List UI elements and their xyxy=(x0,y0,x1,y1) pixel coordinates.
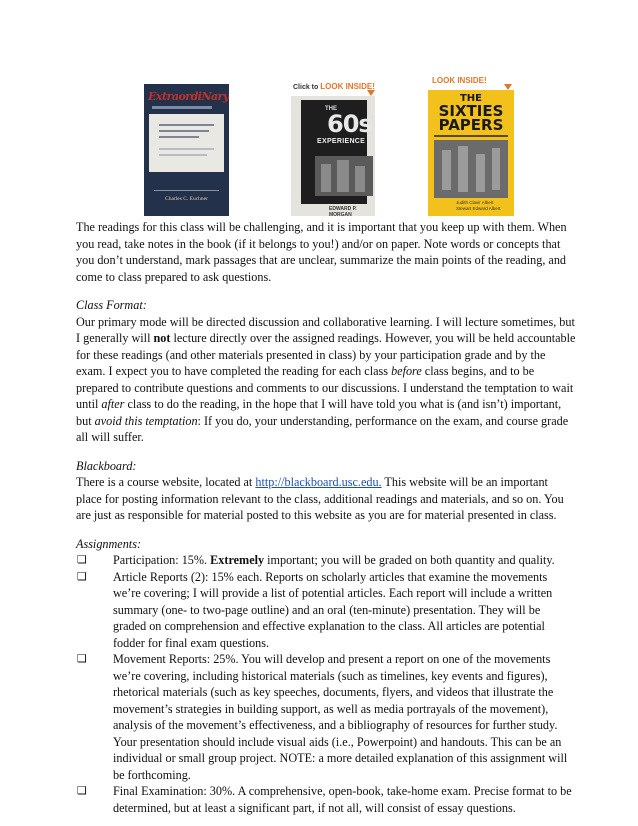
book2-banner-prefix: Click to xyxy=(293,84,319,91)
blackboard-heading: Blackboard: xyxy=(76,458,137,473)
assignment-text: Movement Reports: 25%. You will develop and present a report on one of the movements we’re covering, including historical materials (such as timelines, key events and figures), rhetorical materials (such as key speeches, documents, flyers, and videos that illustrate the movement’s strategies in building support, as well as media portrayals of the movement), analysis of the movement’s effectiveness, and a bibliography of resources for further study. Your presentation should include visual aids (i.e., Powerpoint) and handouts. This can be an individual or small group project. NOTE: a more detailed explanation of this assignment will be forthcoming. xyxy=(113,652,568,782)
book1-logo: ExtraordiNary xyxy=(148,90,229,103)
book-cover-sixties-papers[interactable] xyxy=(424,76,519,216)
book3-subtitle-bar xyxy=(434,135,508,137)
blackboard-link[interactable]: http://blackboard.usc.edu. xyxy=(255,475,382,489)
book-cover-extraordinary-politics[interactable] xyxy=(144,84,229,216)
cf-text-4: class to do the reading, in the hope that I will have told you what is (and isn’t) important, but xyxy=(76,397,562,428)
book2-dark-panel xyxy=(301,100,372,204)
intro-paragraph: The readings for this class will be challenging, and it is important that you keep up with them. When you read, take notes in the book (if it belongs to you!) and/or on paper. Note words or concepts that you don’t understand, mark passages that are unclear, summarize the main points of the reading, and come to class prepared to ask questions. xyxy=(76,220,567,284)
cf-before: before xyxy=(391,364,422,378)
cf-text-5: : If you do, your understanding, performance on the exam, and course grade all will suffer. xyxy=(76,413,569,444)
cf-text-2: lecture directly over the assigned readings. However, you will be held accountable for these readings (and other materials presented in class) by your participation grade and by the exam. I expect you to have completed the reading for each class xyxy=(76,331,576,378)
cf-after: after xyxy=(101,397,125,411)
syllabus-text xyxy=(76,219,576,816)
book2-photo xyxy=(315,156,373,196)
assignments-heading: Assignments: xyxy=(76,536,141,551)
book1-cover-panel xyxy=(149,114,224,172)
book3-title-line1: THE xyxy=(459,93,483,104)
checkbox-bullet-icon: ❏ xyxy=(77,553,87,566)
book1-logo-underline xyxy=(152,106,212,109)
assignment-text: Final Examination: 30%. A comprehensive, open-book, take-home exam. Precise format to be determined, but at least a significant part, if not all, will consist of essay questions. xyxy=(113,784,572,815)
book1-author: Charles C. Euchner xyxy=(165,196,208,202)
book2-big-title: 60s xyxy=(327,110,372,138)
book2-the: THE xyxy=(325,106,337,112)
class-format-heading: Class Format: xyxy=(76,298,147,312)
book3-photo xyxy=(434,140,508,198)
cf-not: not xyxy=(153,331,171,345)
bb-text-2: This website will be an important place for posting information relevant to the class, additional readings and materials, and so on. You are just as responsible for material posted to this website as you are for material presented in class. xyxy=(76,475,564,522)
cf-text-3: class begins, and to be prepared to contribute questions and comments to our discussions. I understand the temptation to wait until xyxy=(76,364,574,411)
book2-author: EDWARD P. MORGAN xyxy=(329,206,357,216)
assignment-item-article-reports xyxy=(76,569,576,652)
checkbox-bullet-icon: ❏ xyxy=(77,652,87,665)
book2-subtitle: EXPERIENCE xyxy=(317,138,366,145)
book3-look-inside-banner[interactable]: LOOK INSIDE! xyxy=(432,76,487,85)
book3-cover xyxy=(428,90,514,216)
book3-title-line2: SIXTIES xyxy=(438,102,504,120)
cf-avoid: avoid this temptation xyxy=(94,413,198,428)
assignment-text: Article Reports (2): 15% each. Reports on scholarly articles that examine the movements we’re covering; I will provide a list of potential articles. Each report will include a written summary (one- to two-page outline) and an oral (ten-minute) presentation. They will be graded on comprehension and effective explanation to the class. All articles are potential fodder for final exam questions. xyxy=(113,569,553,650)
book3-author2: Stewart Edward Albert xyxy=(456,206,501,211)
blackboard-paragraph xyxy=(76,474,576,524)
assignment-bold: Extremely xyxy=(210,553,265,567)
assignment-item-participation xyxy=(76,552,576,569)
book3-title-line3: PAPERS xyxy=(438,116,504,134)
book3-title xyxy=(428,93,514,132)
book3-authors xyxy=(456,200,510,212)
assignment-item-final-exam xyxy=(76,783,576,816)
book2-banner-highlight: LOOK INSIDE! xyxy=(320,82,375,91)
bb-text-1: There is a course website, located at xyxy=(76,475,256,489)
book-covers xyxy=(0,76,638,216)
checkbox-bullet-icon: ❏ xyxy=(77,784,87,797)
assignment-text: Participation: 15%. xyxy=(113,553,211,567)
assignment-item-movement-reports xyxy=(76,651,576,783)
cf-text-1: Our primary mode will be directed discussion and collaborative learning. I will lecture sometimes, but I generally will xyxy=(76,314,575,345)
book3-author1: Judith Clavir Albert xyxy=(456,200,494,205)
book1-rule xyxy=(154,190,219,191)
book2-cover xyxy=(291,96,375,216)
checkbox-bullet-icon: ❏ xyxy=(77,569,87,583)
assignment-text-post: important; you will be graded on both quantity and quality. xyxy=(264,553,555,567)
book-cover-60s-experience[interactable] xyxy=(289,80,379,216)
class-format-paragraph xyxy=(76,314,576,446)
